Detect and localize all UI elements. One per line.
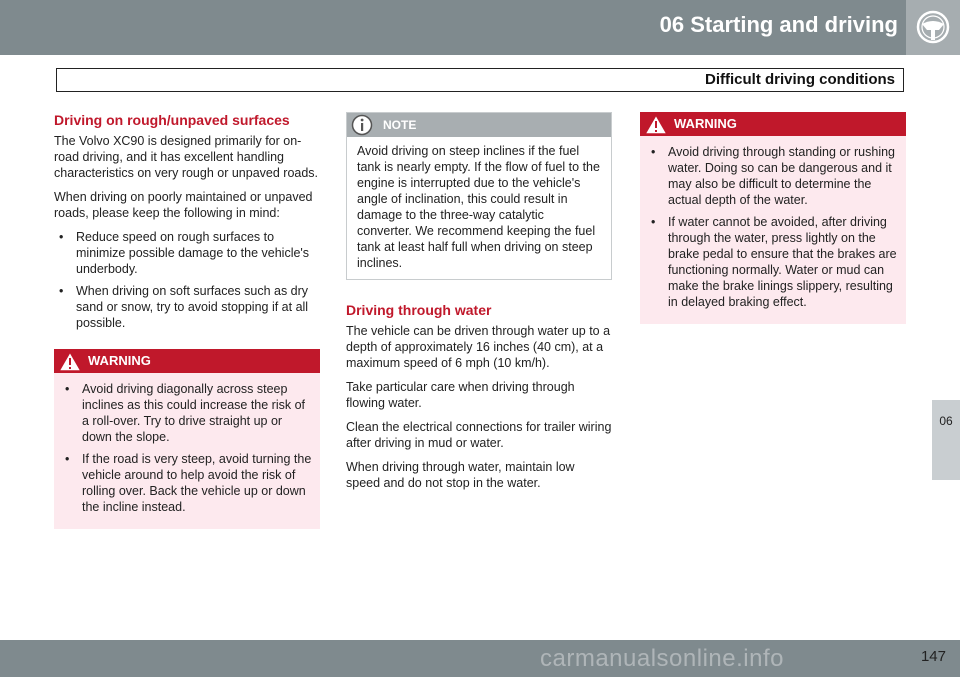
list-item-text: When driving on soft surfaces such as dry sand or snow, try to avoid stopping if at all possible. <box>76 284 309 330</box>
warning-box-water <box>640 112 906 324</box>
bullet-icon: • <box>59 284 64 298</box>
warning-body <box>640 136 906 324</box>
paragraph: When driving through water, maintain low speed and do not stop in the water. <box>346 460 575 490</box>
paragraph: Take particular care when driving through flowing water. <box>346 380 575 410</box>
column-left <box>54 112 320 529</box>
list-item <box>60 451 312 515</box>
paragraph: Clean the electrical connections for trailer wiring after driving in mud or water. <box>346 420 612 450</box>
bullet-icon: • <box>651 215 656 229</box>
heading-through-water: Driving through water <box>346 302 492 318</box>
note-header <box>347 113 611 137</box>
warning-header <box>54 349 320 373</box>
heading-rough-surfaces: Driving on rough/unpaved surfaces <box>54 112 290 128</box>
steering-wheel-icon <box>906 0 960 55</box>
list-item <box>54 283 320 331</box>
bullet-list <box>646 144 898 310</box>
note-box <box>346 112 612 280</box>
watermark: carmanualsonline.info <box>540 645 784 672</box>
warning-header <box>640 112 906 136</box>
list-item <box>60 381 312 445</box>
note-label: NOTE <box>383 118 417 132</box>
paragraph: The vehicle can be driven through water up to a depth of approximately 16 inches (40 cm), at a maximum speed of 6 mph (10 km/h). <box>346 324 611 370</box>
list-item-text: Avoid driving through standing or rushing water. Doing so can be dangerous and it may also be difficult to determine the actual depth of the water. <box>668 145 895 207</box>
warning-box-rough <box>54 349 320 529</box>
chapter-title: 06 Starting and driving <box>659 12 898 37</box>
paragraph: When driving on poorly maintained or unpaved roads, please keep the following in mind: <box>54 190 313 220</box>
chapter-tab <box>932 400 960 480</box>
bullet-icon: • <box>59 230 64 244</box>
list-item-text: Reduce speed on rough surfaces to minimize possible damage to the vehicle's underbody. <box>76 230 310 276</box>
footer-bar <box>0 640 960 677</box>
page-number: 147 <box>920 648 946 665</box>
list-item <box>646 144 898 208</box>
section-title: Difficult driving conditions <box>705 71 895 88</box>
list-item <box>54 229 320 277</box>
warning-label: WARNING <box>88 353 151 368</box>
list-item-text: If the road is very steep, avoid turning the vehicle around to help avoid the risk of rolling over. Back the vehicle up or down the incline instead. <box>82 452 312 514</box>
list-item-text: If water cannot be avoided, after driving through the water, press lightly on the brake pedal to ensure that the brakes are functioning normally. Water or mud can make the brake linings slippery, resulting in delayed braking effect. <box>668 215 897 309</box>
warning-triangle-icon <box>58 350 82 372</box>
column-right <box>640 112 906 324</box>
chapter-icon-box <box>906 0 960 55</box>
column-middle <box>346 112 612 499</box>
note-body <box>347 137 611 279</box>
list-item <box>646 214 898 310</box>
paragraph: The Volvo XC90 is designed primarily for on-road driving, and it has excellent handling characteristics on very rough or unpaved roads. <box>54 134 319 180</box>
bullet-list <box>54 229 320 331</box>
warning-label: WARNING <box>674 116 737 131</box>
bullet-list <box>60 381 312 515</box>
chapter-header-bar <box>0 0 960 55</box>
note-text: Avoid driving on steep inclines if the fuel tank is nearly empty. If the flow of fuel to the engine is interrupted due to the vehicle's angle of inclination, this could result in damage to the three-way catalytic converter. We recommend keeping the fuel tank at least half full when driving on steep inclines. <box>357 144 600 270</box>
section-header <box>56 68 904 92</box>
warning-body <box>54 373 320 529</box>
warning-triangle-icon <box>644 113 668 135</box>
info-icon <box>351 114 373 136</box>
chapter-tab-label: 06 <box>939 414 953 428</box>
list-item-text: Avoid driving diagonally across steep inclines as this could increase the risk of a roll-over. Try to drive straight up or down the slope. <box>82 382 306 444</box>
bullet-icon: • <box>65 382 70 396</box>
bullet-icon: • <box>65 452 70 466</box>
bullet-icon: • <box>651 145 656 159</box>
